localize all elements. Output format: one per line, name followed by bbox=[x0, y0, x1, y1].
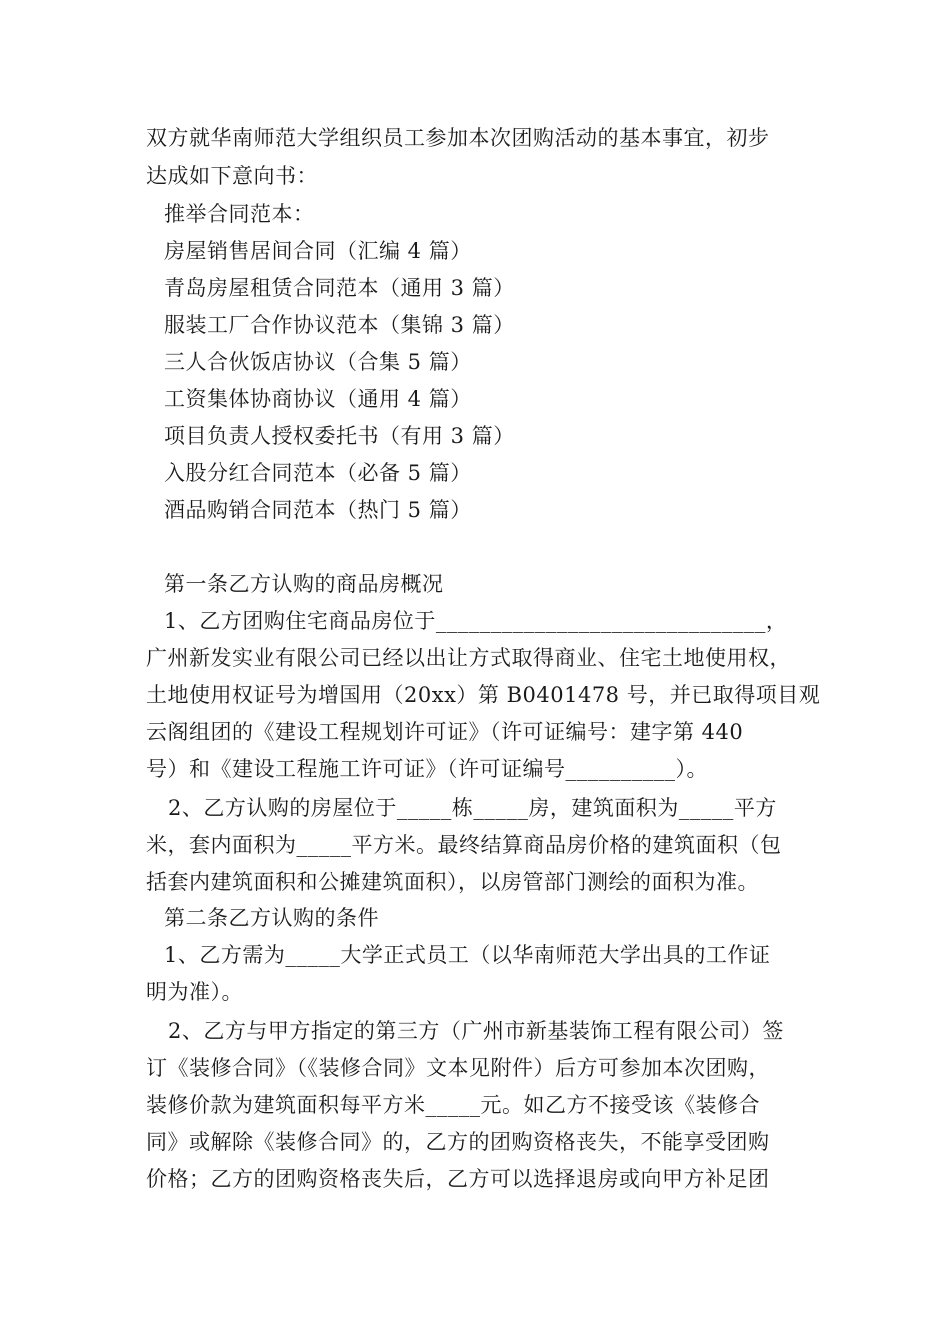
recommend-link[interactable]: 工资集体协商协议（通用 4 篇） bbox=[164, 387, 472, 411]
paragraph-line: 广州新发实业有限公司已经以出让方式取得商业、住宅土地使用权， bbox=[146, 646, 791, 670]
recommend-link[interactable]: 服装工厂合作协议范本（集锦 3 篇） bbox=[164, 313, 515, 337]
paragraph-line: 括套内建筑面积和公摊建筑面积），以房管部门测绘的面积为准。 bbox=[146, 870, 759, 894]
recommend-link[interactable]: 三人合伙饭店协议（合集 5 篇） bbox=[164, 350, 472, 374]
intro-line: 达成如下意向书： bbox=[146, 164, 318, 188]
recommend-heading: 推举合同范本： bbox=[164, 202, 315, 226]
recommend-link[interactable]: 入股分红合同范本（必备 5 篇） bbox=[164, 461, 472, 485]
article2-title: 第二条乙方认购的条件 bbox=[164, 906, 379, 930]
recommend-link[interactable]: 青岛房屋租赁合同范本（通用 3 篇） bbox=[164, 276, 515, 300]
article1-title: 第一条乙方认购的商品房概况 bbox=[164, 572, 444, 596]
paragraph-line: 订《装修合同》（《装修合同》文本见附件）后方可参加本次团购， bbox=[146, 1056, 770, 1080]
paragraph-line: 1、乙方团购住宅商品房位于______________________________， bbox=[164, 609, 788, 633]
paragraph-line: 2、乙方认购的房屋位于_____栋_____房，建筑面积为_____平方 bbox=[168, 796, 777, 820]
paragraph-line: 价格；乙方的团购资格丧失后，乙方可以选择退房或向甲方补足团 bbox=[146, 1167, 770, 1191]
paragraph-line: 米，套内面积为_____平方米。最终结算商品房价格的建筑面积（包 bbox=[146, 833, 782, 857]
paragraph-line: 云阁组团的《建设工程规划许可证》（许可证编号：建字第 440 bbox=[146, 720, 744, 744]
recommend-link[interactable]: 酒品购销合同范本（热门 5 篇） bbox=[164, 498, 472, 522]
paragraph-line: 2、乙方与甲方指定的第三方（广州市新基装饰工程有限公司）签 bbox=[168, 1019, 784, 1043]
paragraph-line: 号）和《建设工程施工许可证》（许可证编号__________）。 bbox=[146, 757, 708, 781]
recommend-link[interactable]: 项目负责人授权委托书（有用 3 篇） bbox=[164, 424, 515, 448]
paragraph-line: 土地使用权证号为增国用（20xx）第 B0401478 号，并已取得项目观 bbox=[146, 683, 821, 707]
paragraph-line: 1、乙方需为_____大学正式员工（以华南师范大学出具的工作证 bbox=[164, 943, 771, 967]
intro-line: 双方就华南师范大学组织员工参加本次团购活动的基本事宜，初步 bbox=[146, 126, 770, 150]
paragraph-line: 装修价款为建筑面积每平方米_____元。如乙方不接受该《装修合 bbox=[146, 1093, 760, 1117]
paragraph-line: 明为准）。 bbox=[146, 980, 243, 1004]
recommend-link[interactable]: 房屋销售居间合同（汇编 4 篇） bbox=[164, 239, 472, 263]
paragraph-line: 同》或解除《装修合同》的，乙方的团购资格丧失，不能享受团购 bbox=[146, 1130, 770, 1154]
